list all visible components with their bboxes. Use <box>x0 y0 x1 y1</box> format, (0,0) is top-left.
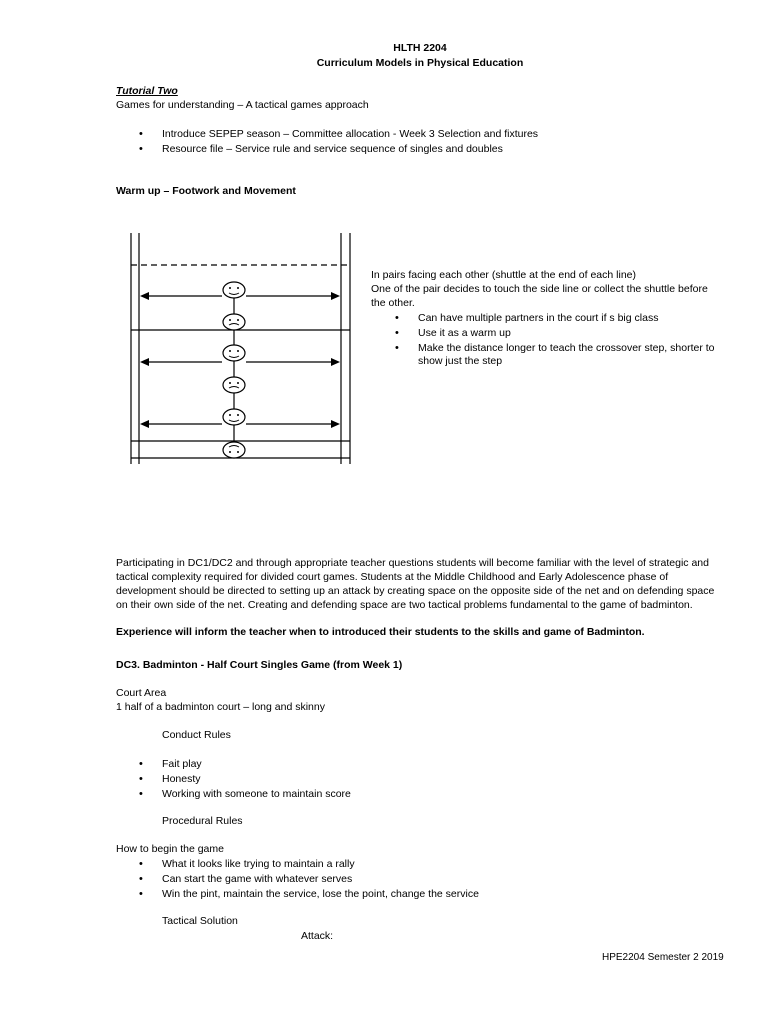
list-item: • Win the pint, maintain the service, lose the point, change the service <box>162 887 479 902</box>
court-area-text: 1 half of a badminton court – long and skinny <box>116 701 325 713</box>
paragraph-line: development should be directed to setting up an attack by creating space on the opposite side of the net and on defending space <box>116 585 715 597</box>
attack-label: Attack: <box>301 930 334 942</box>
paragraph-line: Participating in DC1/DC2 and through appropriate teacher questions students will become familiar with the level of strategic and <box>116 557 709 569</box>
list-item: • Use it as a warm up <box>418 326 715 341</box>
dc3-heading: DC3. Badminton - Half Court Singles Game (from Week 1) <box>116 659 403 671</box>
warmup-bullets <box>418 311 715 356</box>
description-line: One of the pair decides to touch the side line or collect the shuttle before <box>371 283 708 295</box>
list-item: • Honesty <box>162 772 351 787</box>
experience-note: Experience will inform the teacher when to introduced their students to the skills and game of Badminton. <box>116 626 645 638</box>
list-item: • Introduce SEPEP season – Committee allocation - Week 3 Selection and fixtures <box>162 127 538 142</box>
participation-paragraph <box>116 556 736 612</box>
court-diagram <box>125 228 365 468</box>
list-item: • Can start the game with whatever serves <box>162 872 479 887</box>
tutorial-heading: Tutorial Two <box>116 85 178 97</box>
procedural-rules-label: Procedural Rules <box>162 815 243 827</box>
description-line: the other. <box>371 297 415 309</box>
tutorial-bullets <box>162 127 538 157</box>
tactical-solution-label: Tactical Solution <box>162 915 238 927</box>
course-code: HLTH 2204 <box>393 42 447 54</box>
tutorial-subtitle: Games for understanding – A tactical games approach <box>116 99 369 111</box>
how-to-begin-label: How to begin the game <box>116 843 224 855</box>
list-item: • Fait play <box>162 757 351 772</box>
list-item: • What it looks like trying to maintain a rally <box>162 857 479 872</box>
warmup-heading: Warm up – Footwork and Movement <box>116 185 296 197</box>
list-item: • Working with someone to maintain score <box>162 787 351 802</box>
footer-text: HPE2204 Semester 2 2019 <box>602 952 724 963</box>
course-title: Curriculum Models in Physical Education <box>316 57 524 69</box>
how-to-begin-list <box>162 857 479 902</box>
court-area-label: Court Area <box>116 687 167 699</box>
conduct-rules-label: Conduct Rules <box>162 729 231 741</box>
description-line: In pairs facing each other (shuttle at the end of each line) <box>371 269 636 281</box>
warmup-description <box>371 268 708 310</box>
paragraph-line: on their own side of the net. Creating and defending space are two tactical problems fundamental to the game of badminton. <box>116 599 693 611</box>
list-item: • Can have multiple partners in the court if s big class <box>418 311 715 326</box>
list-item: • Resource file – Service rule and service sequence of singles and doubles <box>162 142 538 157</box>
paragraph-line: tactical complexity required for divided court games. Students at the Middle Childhood and Early Adolescence phase of <box>116 571 669 583</box>
conduct-rules-list <box>162 757 351 802</box>
warmup-bullet-continuation: show just the step <box>418 355 503 367</box>
list-item: • Make the distance longer to teach the crossover step, shorter to <box>418 341 715 356</box>
